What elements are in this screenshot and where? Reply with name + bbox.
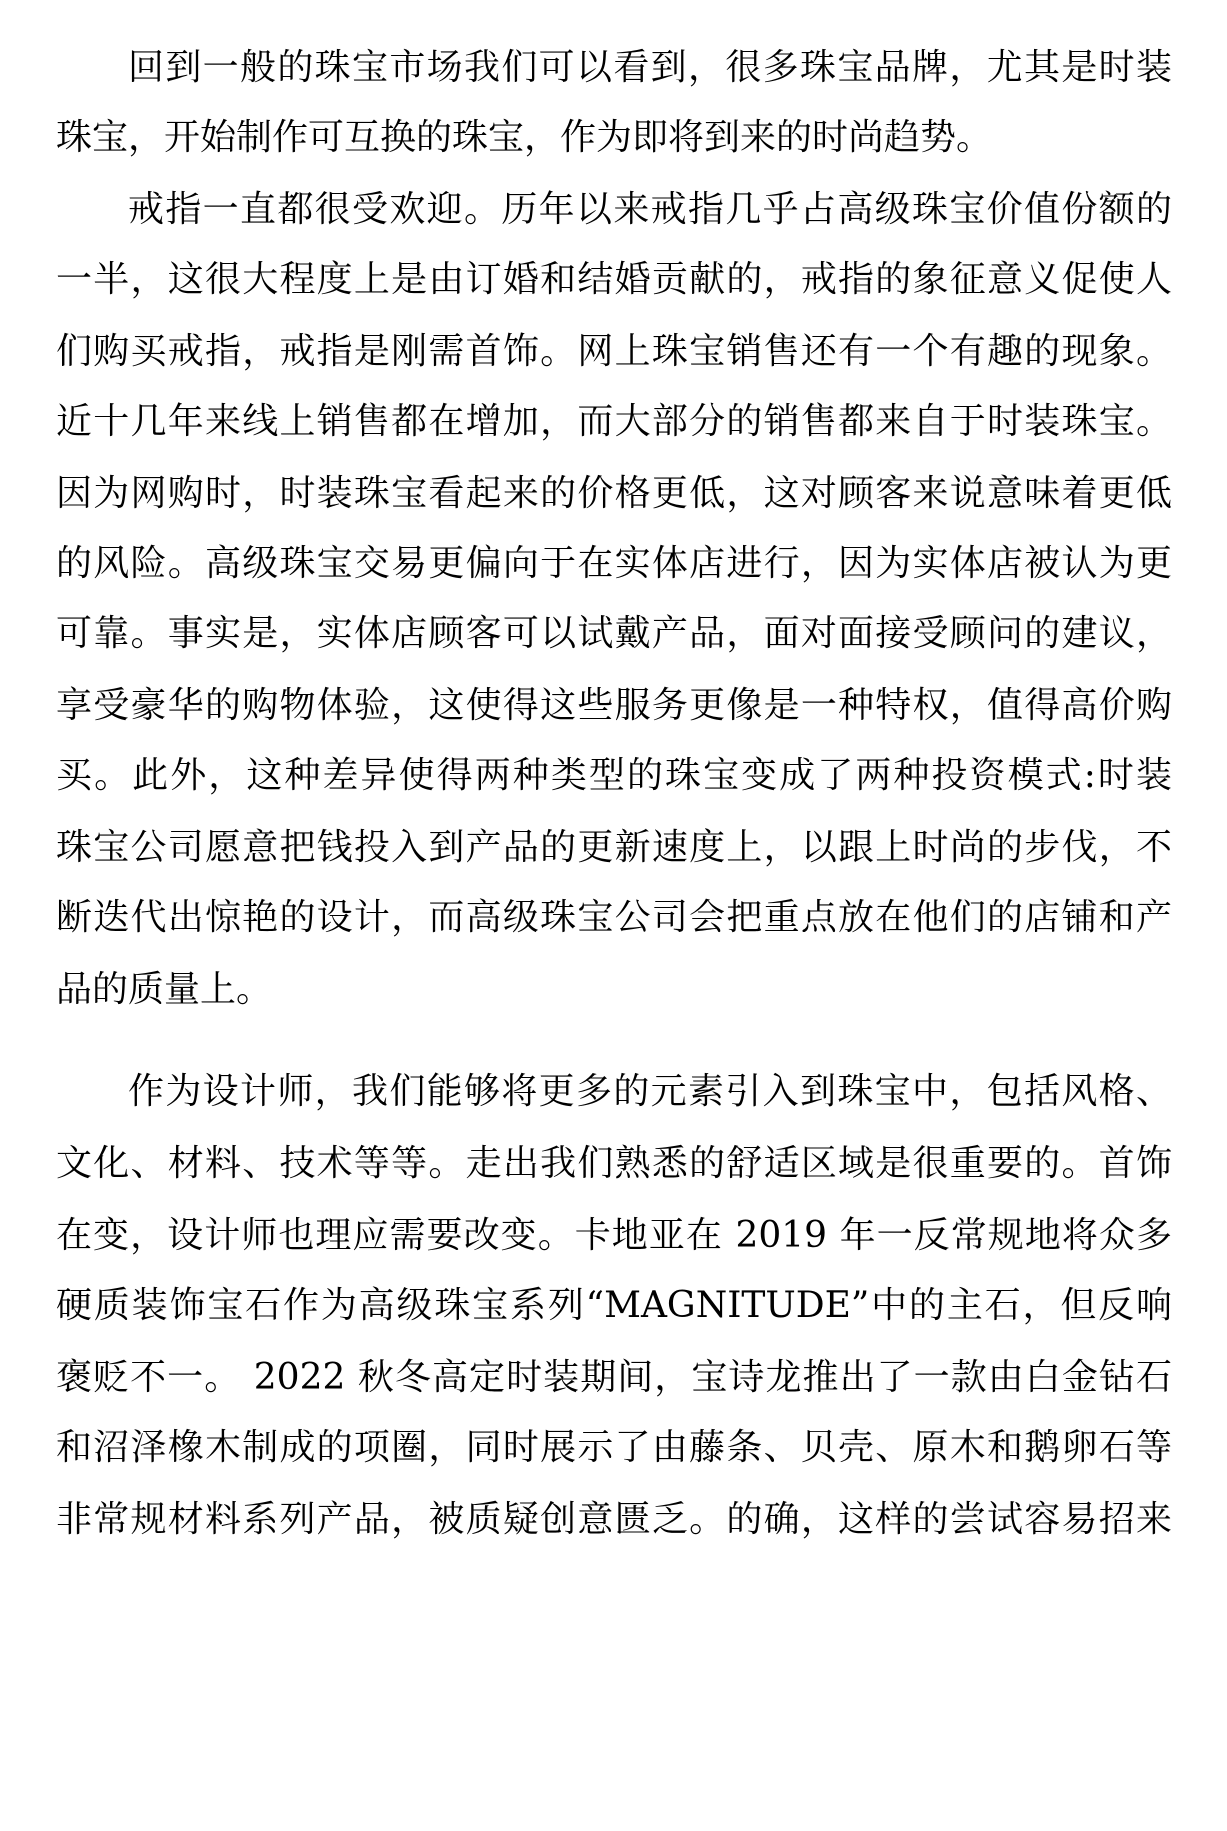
text-line: 可靠。事实是，实体店顾客可以试戴产品，面对面接受顾问的建议， (56, 613, 1172, 654)
text-line: 断迭代出惊艳的设计，而高级珠宝公司会把重点放在他们的店铺和产 (56, 897, 1172, 938)
text-line: 文化、材料、技术等等。走出我们熟悉的舒适区域是很重要的。首饰 (56, 1143, 1172, 1184)
text-line: 品的质量上。 (56, 969, 273, 1010)
text-line: 因为网购时，时装珠宝看起来的价格更低，这对顾客来说意味着更低 (56, 473, 1172, 514)
text-line: 作为设计师，我们能够将更多的元素引入到珠宝中，包括风格、 (128, 1071, 1172, 1112)
text-line: 珠宝公司愿意把钱投入到产品的更新速度上，以跟上时尚的步伐，不 (56, 827, 1172, 868)
text-line: 戒指一直都很受欢迎。历年以来戒指几乎占高级珠宝价值份额的 (128, 189, 1172, 230)
text-line: 一半，这很大程度上是由订婚和结婚贡献的，戒指的象征意义促使人 (56, 259, 1172, 300)
text-line: 褒贬不一。 2022 秋冬高定时装期间，宝诗龙推出了一款由白金钻石 (56, 1357, 1172, 1398)
text-line: 硬质装饰宝石作为高级珠宝系列“MAGNITUDE”中的主石，但反响 (56, 1285, 1172, 1326)
text-line: 回到一般的珠宝市场我们可以看到，很多珠宝品牌，尤其是时装 (128, 47, 1172, 88)
text-line: 近十几年来线上销售都在增加，而大部分的销售都来自于时装珠宝。 (56, 401, 1172, 442)
text-line: 珠宝，开始制作可互换的珠宝，作为即将到来的时尚趋势。 (56, 117, 993, 158)
text-line: 们购买戒指，戒指是刚需首饰。网上珠宝销售还有一个有趣的现象。 (56, 331, 1172, 372)
text-line: 非常规材料系列产品，被质疑创意匮乏。的确，这样的尝试容易招来 (56, 1499, 1172, 1540)
text-line: 和沼泽橡木制成的项圈，同时展示了由藤条、贝壳、原木和鹅卵石等 (56, 1427, 1172, 1468)
text-line: 在变，设计师也理应需要改变。卡地亚在 2019 年一反常规地将众多 (56, 1215, 1172, 1256)
text-line: 享受豪华的购物体验，这使得这些服务更像是一种特权，值得高价购 (56, 685, 1172, 726)
text-line: 买。此外，这种差异使得两种类型的珠宝变成了两种投资模式:时装 (56, 755, 1172, 796)
text-line: 的风险。高级珠宝交易更偏向于在实体店进行，因为实体店被认为更 (56, 543, 1172, 584)
